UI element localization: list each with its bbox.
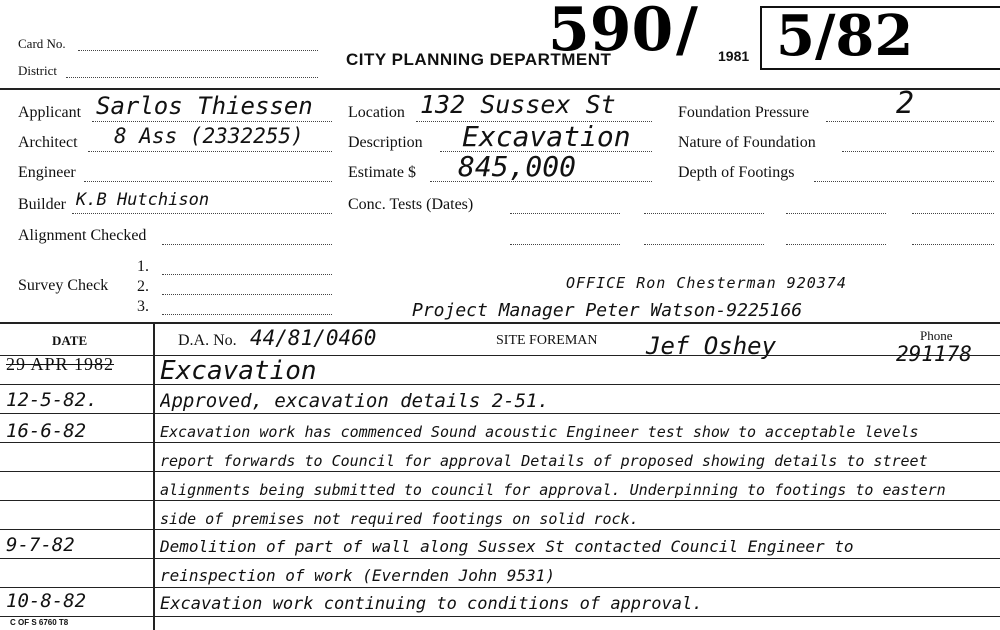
log-date: 12-5-82. <box>6 389 98 411</box>
log-rule <box>0 442 1000 443</box>
location-label: Location <box>348 104 405 121</box>
district-line <box>66 77 318 78</box>
log-note-line: side of premises not required footings on solid rock. <box>160 510 639 528</box>
phone-value: 291178 <box>896 342 972 366</box>
alignment-line <box>162 244 332 245</box>
description-value: Excavation <box>462 120 631 153</box>
architect-line <box>88 151 332 152</box>
card-no-label: Card No. <box>18 36 66 51</box>
log-rule <box>0 500 1000 501</box>
log-rule <box>0 558 1000 559</box>
engineer-line <box>84 181 332 182</box>
da-value: 44/81/0460 <box>250 326 377 350</box>
builder-label: Builder <box>18 196 66 213</box>
survey-item-3: 3. <box>137 298 149 315</box>
office-contact: OFFICE Ron Chesterman 920374 <box>566 274 847 292</box>
location-value: 132 Sussex St <box>420 90 616 119</box>
depth-footings-line <box>814 181 994 182</box>
alignment-label: Alignment Checked <box>18 227 147 244</box>
survey-label: Survey Check <box>18 277 109 294</box>
date-column-label: DATE <box>52 333 88 348</box>
survey-line-1 <box>162 274 332 275</box>
conc-tests-line-2 <box>644 213 764 214</box>
log-note-line: alignments being submitted to council for approval. Underpinning to footings to eastern <box>160 481 946 499</box>
log-rule <box>0 616 1000 617</box>
log-rule <box>0 587 1000 588</box>
site-foreman-value: Jef Oshey <box>646 332 777 360</box>
conc-tests-line-3 <box>786 213 886 214</box>
builder-value: K.B Hutchison <box>76 190 210 210</box>
architect-label: Architect <box>18 134 78 151</box>
conc-tests-line-7 <box>786 244 886 245</box>
nature-foundation-label: Nature of Foundation <box>678 134 816 151</box>
conc-tests-line-1 <box>510 213 620 214</box>
log-date: 10-8-82 <box>6 590 87 612</box>
log-note-line: Excavation <box>160 356 317 386</box>
log-date: 9-7-82 <box>6 534 75 556</box>
nature-foundation-line <box>842 151 994 152</box>
conc-tests-label: Conc. Tests (Dates) <box>348 196 474 213</box>
log-note-line: Approved, excavation details 2-51. <box>160 390 549 412</box>
log-note-line: Excavation work has commenced Sound acoustic Engineer test show to acceptable levels <box>160 423 919 441</box>
log-rule <box>0 471 1000 472</box>
conc-tests-line-8 <box>912 244 994 245</box>
survey-item-2: 2. <box>137 278 149 295</box>
engineer-label: Engineer <box>18 164 76 181</box>
project-manager: Project Manager Peter Watson-9225166 <box>412 300 803 321</box>
conc-tests-line-4 <box>912 213 994 214</box>
conc-tests-line-5 <box>510 244 620 245</box>
log-top-rule <box>0 322 1000 324</box>
log-date: 16-6-82 <box>6 420 87 442</box>
da-label: D.A. No. <box>178 332 237 349</box>
log-rule <box>0 413 1000 414</box>
survey-line-3 <box>162 314 332 315</box>
year-small: 1981 <box>718 48 750 64</box>
department-title: CITY PLANNING DEPARTMENT <box>346 50 612 69</box>
conc-tests-line-6 <box>644 244 764 245</box>
applicant-value: Sarlos Thiessen <box>96 92 313 120</box>
phone-label: Phone <box>920 328 953 343</box>
log-note-line: report forwards to Council for approval Details of proposed showing details to street <box>160 452 928 470</box>
survey-item-1: 1. <box>137 258 149 275</box>
site-foreman-label: SITE FOREMAN <box>496 333 598 348</box>
stamp-number: 590 <box>548 0 674 65</box>
log-note-line: reinspection of work (Evernden John 9531) <box>160 566 555 585</box>
foundation-pressure-line <box>826 121 994 122</box>
depth-footings-label: Depth of Footings <box>678 164 795 181</box>
log-date: 29 APR 1982 <box>6 354 115 374</box>
stamp-slash: / <box>676 0 698 65</box>
applicant-line <box>92 121 332 122</box>
builder-line <box>72 213 332 214</box>
applicant-label: Applicant <box>18 104 82 121</box>
log-note-line: Excavation work continuing to conditions of approval. <box>160 594 703 614</box>
district-label: District <box>18 63 57 78</box>
survey-line-2 <box>162 294 332 295</box>
box-number: 5/82 <box>776 3 914 69</box>
estimate-value: 845,000 <box>458 150 577 183</box>
form-code: C OF S 6760 T8 <box>10 618 69 627</box>
log-rule <box>0 529 1000 530</box>
log-note-line: Demolition of part of wall along Sussex St contacted Council Engineer to <box>160 537 854 556</box>
card-no-line <box>78 50 318 51</box>
foundation-pressure-label: Foundation Pressure <box>678 104 810 121</box>
description-label: Description <box>348 134 423 151</box>
foundation-pressure-value: 2 <box>896 86 915 121</box>
estimate-label: Estimate $ <box>348 164 416 181</box>
architect-value: 8 Ass (2332255) <box>114 124 304 148</box>
